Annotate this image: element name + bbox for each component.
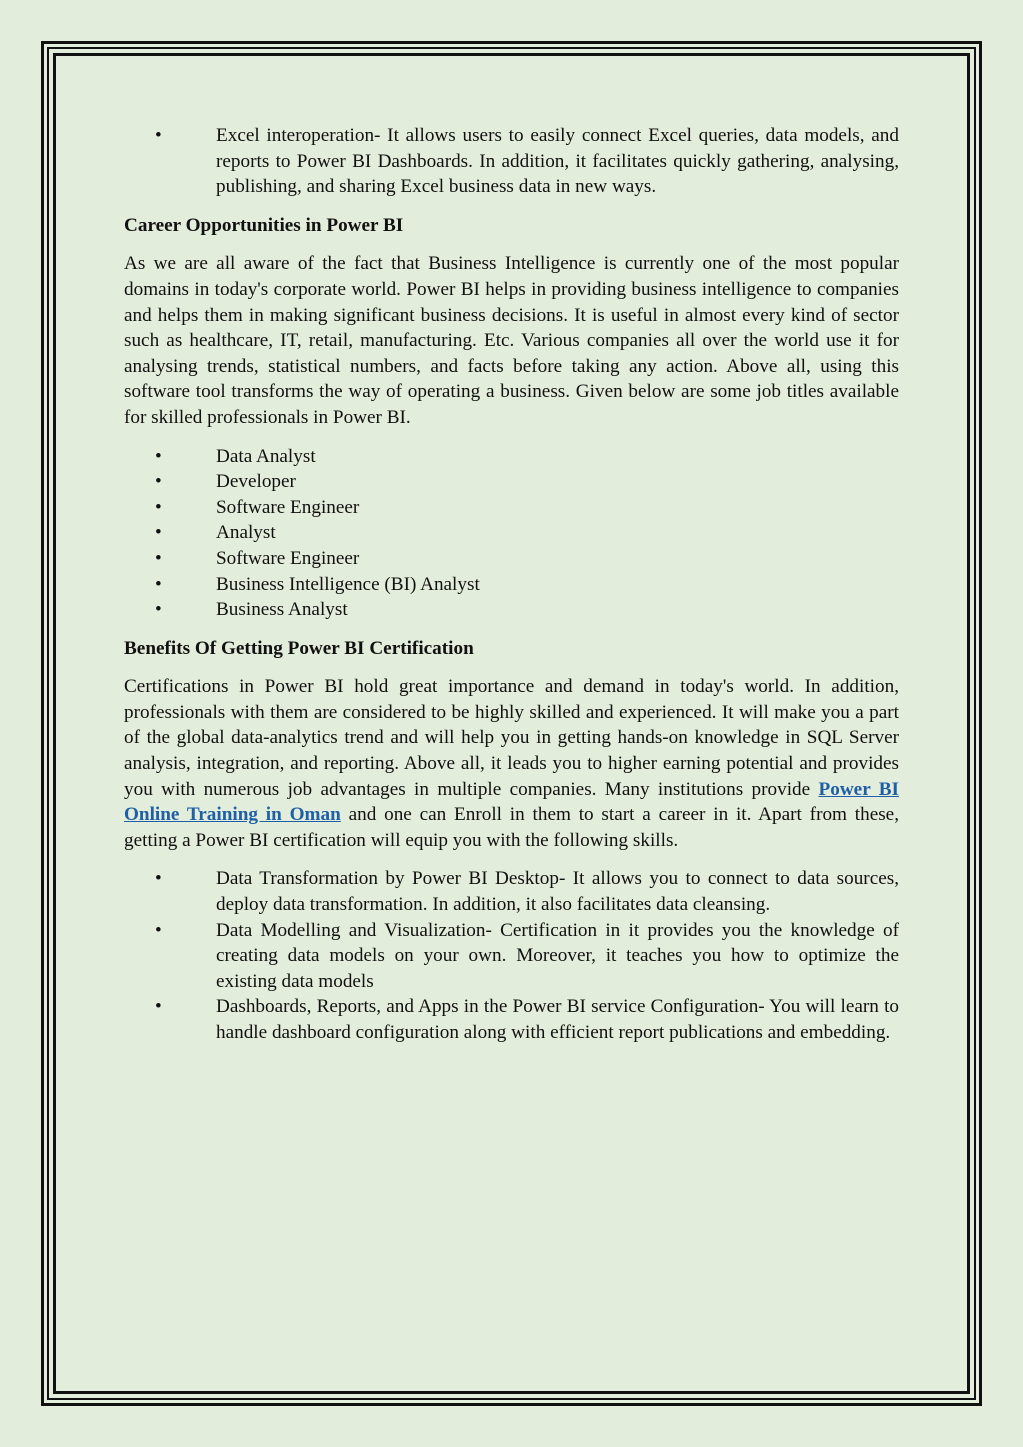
bullet-icon: •	[155, 868, 162, 890]
career-paragraph: As we are all aware of the fact that Business Intelligence is currently one of the most popular domains in today's corporate world. Power BI helps in providing business intelligence to companies and helps them in making significant business decisions. It is useful in almost every kind of sector such as healthcare, IT, retail, manufacturing. Etc. Various companies all over the world use it for analysing trends, statistical numbers, and facts before taking any action. Above all, using this software tool transforms the way of operating a business. Given below are some job titles available for skilled professionals in Power BI.	[124, 253, 899, 428]
skill-text: Data Modelling and Visualization- Certification in it provides you the knowledge of creating data models on your own. Moreover, it teaches you how to optimize the existing data models	[216, 919, 899, 992]
job-title: Business Intelligence (BI) Analyst	[216, 573, 480, 595]
document-body	[124, 123, 899, 1046]
benefits-heading: Benefits Of Getting Power BI Certification	[124, 637, 474, 659]
job-titles-list	[124, 444, 899, 623]
bullet-icon: •	[155, 445, 162, 467]
list-item	[124, 123, 899, 200]
bullet-icon: •	[155, 573, 162, 595]
list-item	[124, 918, 899, 995]
list-item	[124, 520, 899, 546]
bullet-icon: •	[155, 996, 162, 1018]
list-item	[124, 469, 899, 495]
list-item	[124, 597, 899, 623]
bullet-icon: •	[155, 471, 162, 493]
bullet-icon: •	[155, 522, 162, 544]
intro-bullet-list	[124, 123, 899, 200]
job-title: Software Engineer	[216, 547, 360, 569]
bullet-icon: •	[155, 599, 162, 621]
job-title: Data Analyst	[216, 445, 316, 467]
skill-text: Data Transformation by Power BI Desktop- It allows you to connect to data sources, deploy data transformation. In addition, it also facilitates data cleansing.	[216, 868, 899, 916]
list-item	[124, 572, 899, 598]
list-item	[124, 994, 899, 1045]
job-title: Software Engineer	[216, 496, 360, 518]
training-link[interactable]: Power BI Online Training in Oman	[124, 778, 899, 826]
bullet-icon: •	[155, 496, 162, 518]
bullet-text: Excel interoperation- It allows users to easily connect Excel queries, data models, and reports to Power BI Dashboards. In addition, it facilitates quickly gathering, analysing, publishing, and sharing Excel business data in new ways.	[216, 125, 899, 198]
bullet-icon: •	[155, 547, 162, 569]
job-title: Business Analyst	[216, 599, 348, 621]
skill-text: Dashboards, Reports, and Apps in the Power BI service Configuration- You will learn to handle dashboard configuration along with efficient report publications and embedding.	[216, 996, 899, 1043]
bullet-icon: •	[155, 125, 162, 146]
job-title: Developer	[216, 471, 296, 493]
benefits-paragraph	[124, 674, 899, 853]
bullet-icon: •	[155, 919, 162, 941]
list-item	[124, 866, 899, 917]
career-heading: Career Opportunities in Power BI	[124, 214, 404, 236]
benefits-text-before-link: Certifications in Power BI hold great importance and demand in today's world. In addition, professionals with them are considered to be highly skilled and experienced. It will make you a part of the global data-analytics trend and will help you in getting hands-on knowledge in SQL Server analysis, integration, and reporting. Above all, it leads you to higher earning potential and provides you with numerous job advantages in multiple companies. Many institutions provide	[124, 676, 899, 800]
list-item	[124, 444, 899, 470]
benefits-text-after-link: and one can Enroll in them to start a career in it. Apart from these, getting a Power BI certification will equip you with the following skills.	[124, 804, 899, 851]
skills-list	[124, 866, 899, 1045]
job-title: Analyst	[216, 522, 276, 544]
list-item	[124, 546, 899, 572]
list-item	[124, 495, 899, 521]
